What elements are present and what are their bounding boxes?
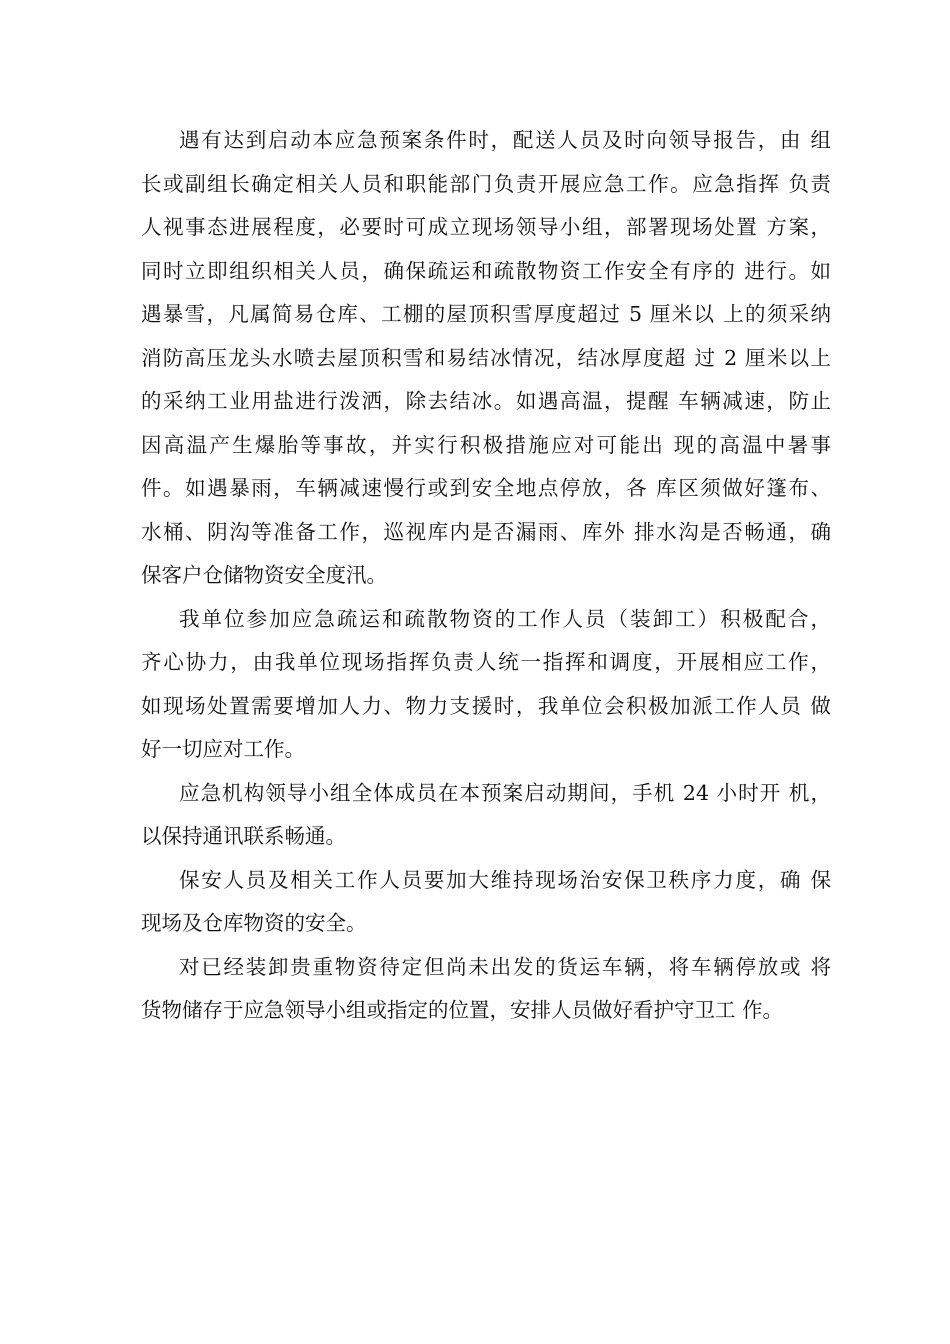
- paragraph-emergency-procedure: [141, 119, 831, 598]
- text-line: 我单位参加应急疏运和疏散物资的工作人员（装卸工）积极配合，: [179, 606, 831, 631]
- text-line: 以保持通讯联系畅通。: [141, 824, 346, 848]
- paragraph-communication: [141, 772, 831, 859]
- text-line: 同时立即组织相关人员，确保疏运和疏散物资工作安全有序的 进行。如: [141, 258, 831, 283]
- document-body: [141, 119, 831, 1033]
- paragraph-valuable-cargo: [141, 946, 831, 1033]
- text-line: 货物储存于应急领导小组或指定的位置，安排人员做好看护守卫工 作。: [141, 998, 784, 1022]
- paragraph-loading-staff: [141, 598, 831, 772]
- text-line: 因高温产生爆胎等事故，并实行积极措施应对可能出 现的高温中暑事: [141, 432, 831, 457]
- text-line: 好一切应对工作。: [141, 737, 305, 761]
- text-line: 水桶、阴沟等准备工作，巡视库内是否漏雨、库外 排水沟是否畅通，确: [141, 519, 831, 544]
- text-line: 件。如遇暴雨，车辆减速慢行或到安全地点停放，各 库区须做好篷布、: [141, 476, 831, 500]
- text-line: 应急机构领导小组全体成员在本预案启动期间，手机 24 小时开 机，: [179, 780, 831, 805]
- text-line: 人视事态进展程度，必要时可成立现场领导小组，部署现场处置 方案，: [141, 215, 831, 239]
- text-line: 长或副组长确定相关人员和职能部门负责开展应急工作。应急指挥 负责: [141, 171, 831, 196]
- text-line: 现场及仓库物资的安全。: [141, 911, 367, 935]
- text-line: 如现场处置需要增加人力、物力支援时，我单位会积极加派工作人员 做: [141, 693, 831, 718]
- paragraph-security: [141, 859, 831, 946]
- text-line: 遇有达到启动本应急预案条件时，配送人员及时向领导报告，由 组: [179, 128, 831, 152]
- text-line: 齐心协力，由我单位现场指挥负责人统一指挥和调度，开展相应工作，: [141, 650, 831, 674]
- text-line: 对已经装卸贵重物资待定但尚未出发的货运车辆，将车辆停放或 将: [179, 954, 831, 979]
- text-line: 保安人员及相关工作人员要加大维持现场治安保卫秩序力度，确 保: [179, 867, 831, 892]
- text-line: 保客户仓储物资安全度汛。: [141, 563, 387, 587]
- text-line: 的采纳工业用盐进行泼洒，除去结冰。如遇高温，提醒 车辆减速，防止: [141, 389, 831, 413]
- text-line: 消防高压龙头水喷去屋顶积雪和易结冰情况，结冰厚度超 过 2 厘米以上: [141, 345, 831, 370]
- text-line: 遇暴雪，凡属简易仓库、工棚的屋顶积雪厚度超过 5 厘米以 上的须采纳: [141, 302, 831, 326]
